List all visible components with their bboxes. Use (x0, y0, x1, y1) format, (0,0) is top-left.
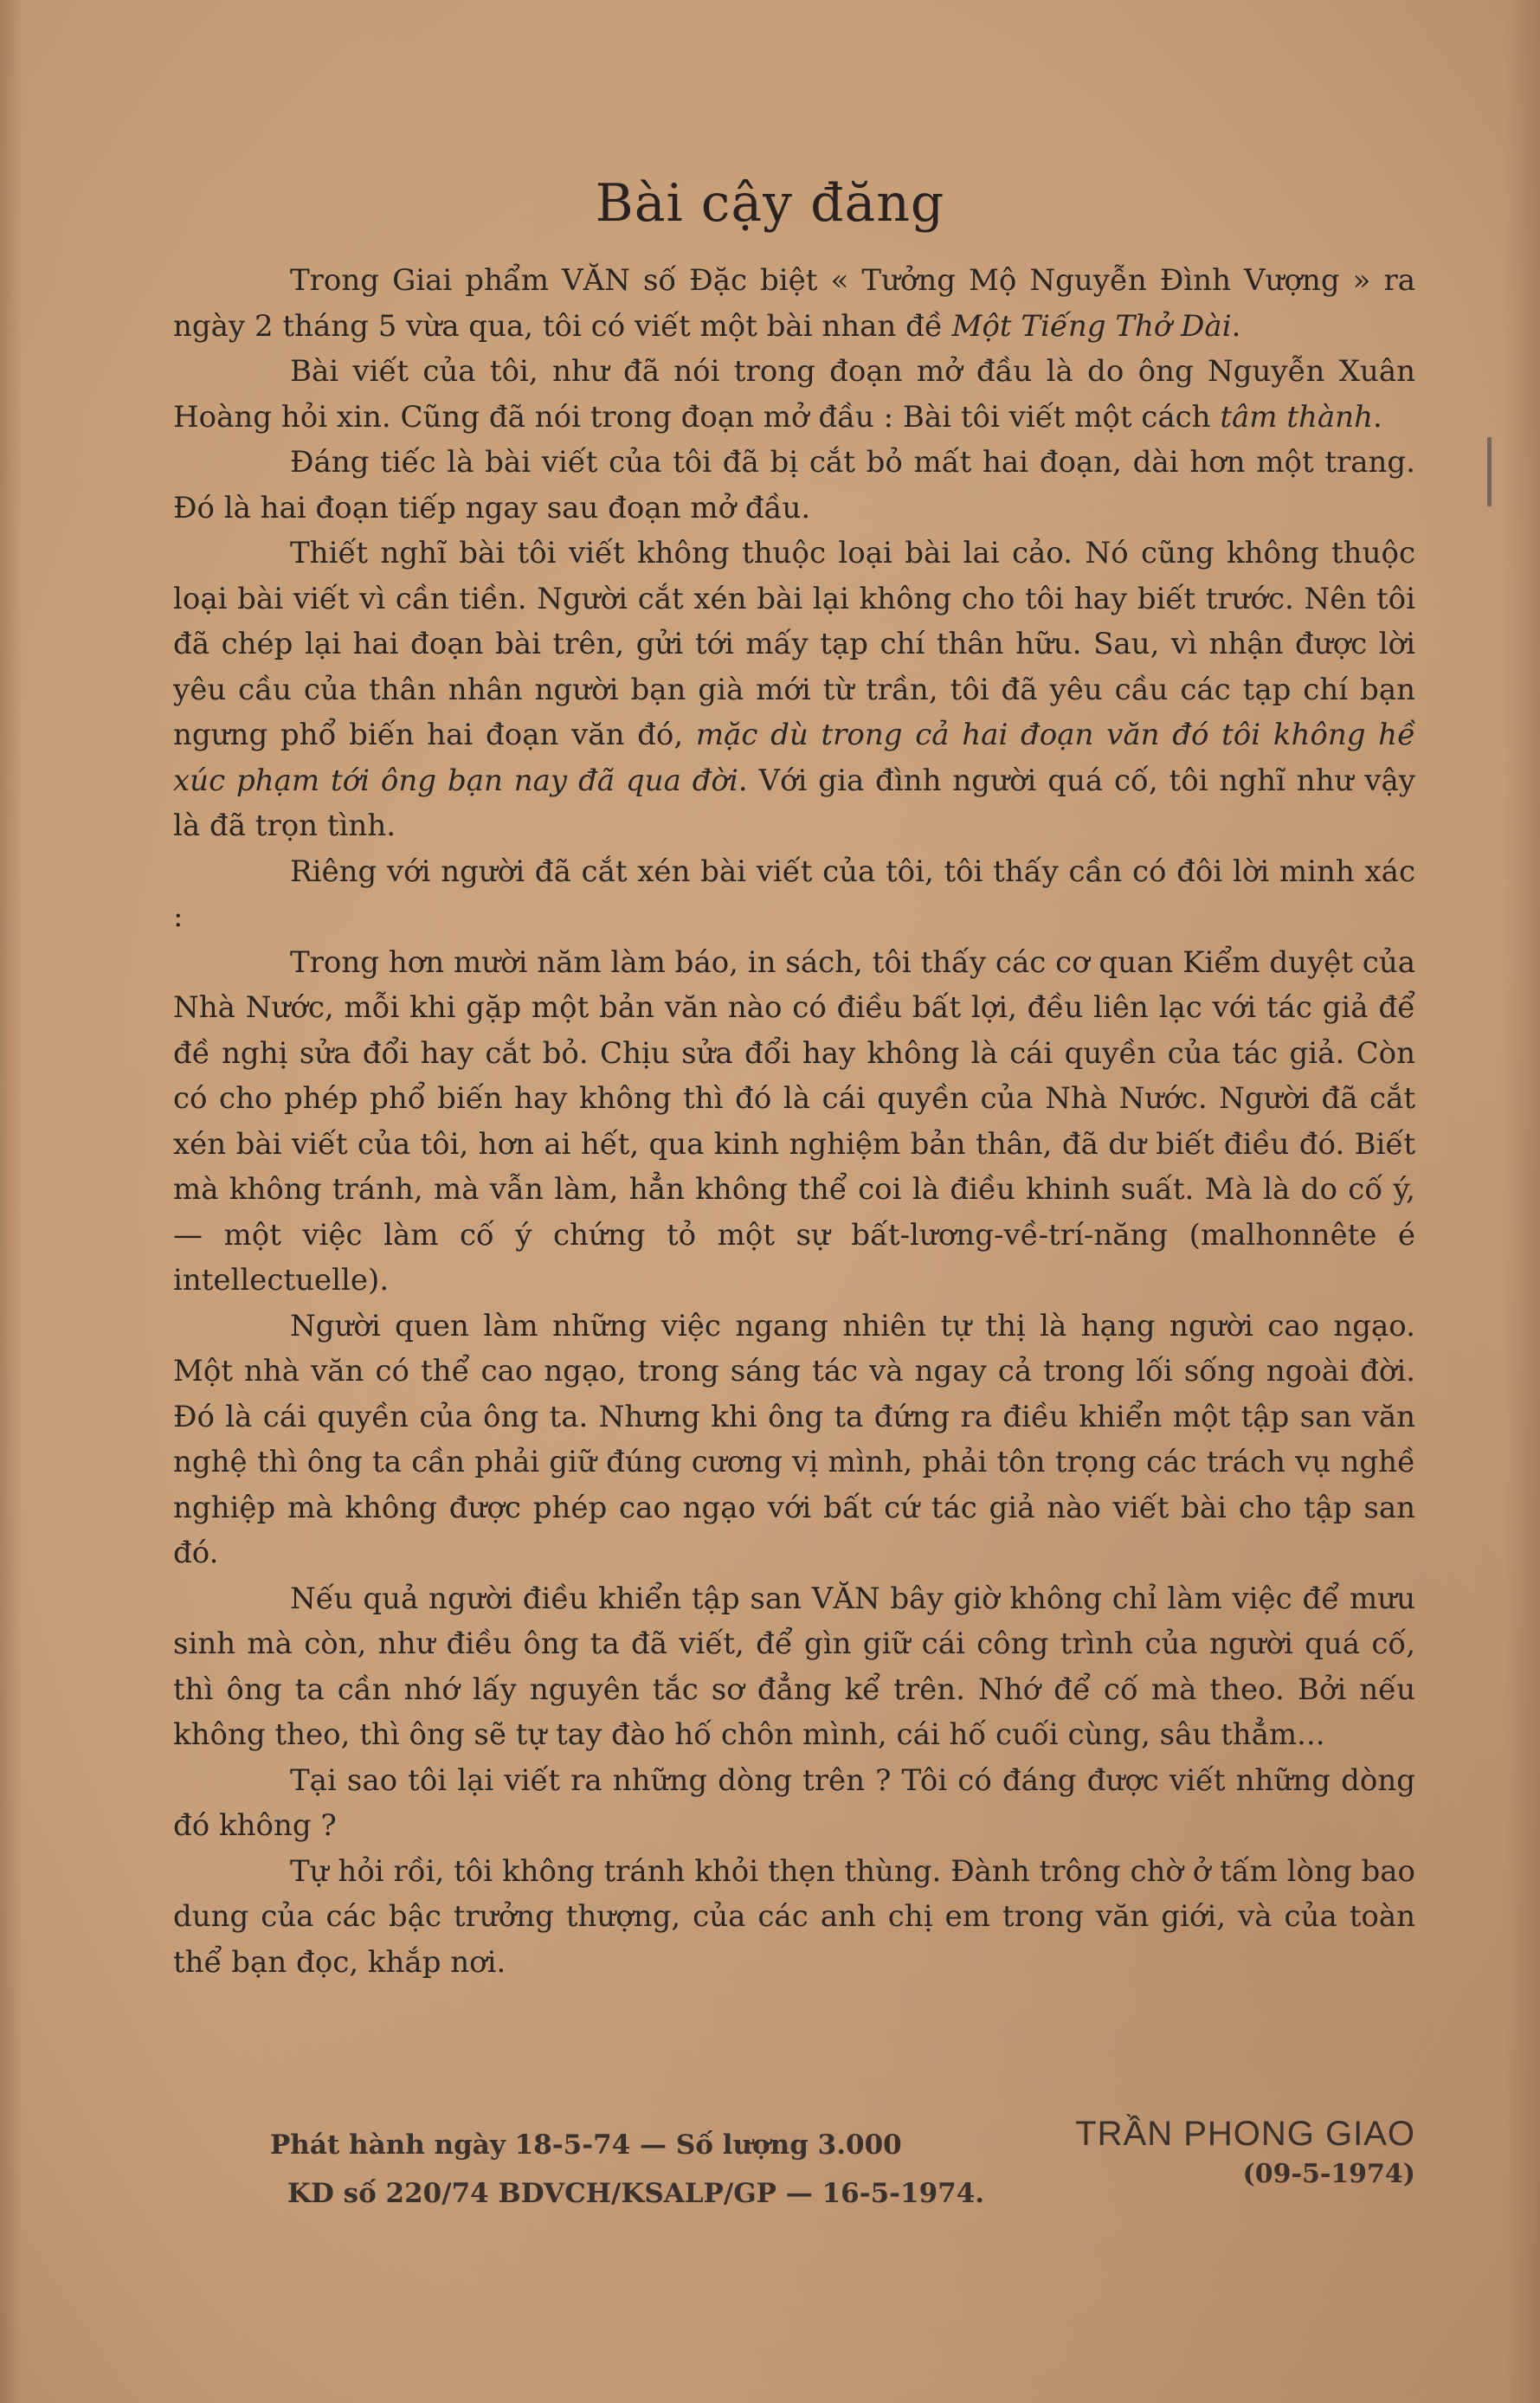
article-body (173, 258, 1415, 1985)
publication-info (270, 2121, 1015, 2218)
license-info: KD số 220/74 BDVCH/KSALP/GP — 16-5-1974. (287, 2178, 985, 2209)
paragraph-text: Trong Giai phẩm VĂN số Đặc biệt « Tưởng Mộ Nguyễn Đình Vượng » ra ngày 2 tháng 5 vừa qua, tôi có viết một bài nhan đề (173, 263, 1415, 344)
paragraph-text: . (1231, 308, 1241, 344)
paragraph-text: Riêng với người đã cắt xén bài viết của tôi, tôi thấy cần có đôi lời minh xác : (173, 854, 1415, 934)
signature-date: (09-5-1974) (1242, 2159, 1415, 2189)
italic-text: tâm thành (1220, 399, 1373, 435)
paragraph-text: Tại sao tôi lại viết ra những dòng trên ? Tôi có đáng được viết những dòng đó không ? (173, 1762, 1415, 1843)
paragraph (173, 1304, 1415, 1576)
paragraph (173, 531, 1415, 849)
paragraph-text: . Với gia đình người quá cố, tôi nghĩ như vậy là đã trọn tình. (173, 763, 1415, 843)
paragraph-text: Thiết nghĩ bài tôi viết không thuộc loại bài lai cảo. Nó cũng không thuộc loại bài viết vì cần tiền. Người cắt xén bài lại không cho tôi hay biết trước. Nên tôi đã chép lại hai đoạn bài trên, gửi tới mấy tạp chí thân hữu. Sau, vì nhận được lời yêu cầu của thân nhân người bạn già mới từ trần, tôi đã yêu cầu các tạp chí bạn ngưng phổ biến hai đoạn văn đó, (173, 536, 1415, 752)
paragraph-text: Nếu quả người điều khiển tập san VĂN bây giờ không chỉ làm việc để mưu sinh mà còn, như điều ông ta đã viết, để gìn giữ cái công trình của người quá cố, thì ông ta cần nhớ lấy nguyên tắc sơ đẳng kể trên. Nhớ để cố mà theo. Bởi nếu không theo, thì ông sẽ tự tay đào hố chôn mình, cái hố cuối cùng, sâu thẳm... (173, 1581, 1415, 1752)
signature-block (1043, 2115, 1415, 2189)
paragraph (173, 1758, 1415, 1849)
paragraph (173, 440, 1415, 531)
paragraph-text: Tự hỏi rồi, tôi không tránh khỏi thẹn thùng. Đành trông chờ ở tấm lòng bao dung của các bậc trưởng thượng, của các anh chị em trong văn giới, và của toàn thể bạn đọc, khắp nơi. (173, 1853, 1415, 1980)
article-title: Bài cậy đăng (595, 173, 945, 234)
release-info: Phát hành ngày 18-5-74 — Số lượng 3.000 (270, 2129, 902, 2161)
paragraph (173, 940, 1415, 1304)
author-name: TRẦN PHONG GIAO (1075, 2115, 1415, 2153)
paragraph-text: Trong hơn mười năm làm báo, in sách, tôi thấy các cơ quan Kiểm duyệt của Nhà Nước, mỗi khi gặp một bản văn nào có điều bất lợi, đều liên lạc với tác giả để đề nghị sửa đổi hay cắt bỏ. Chịu sửa đổi hay không là cái quyền của tác giả. Còn có cho phép phổ biến hay không thì đó là cái quyền của Nhà Nước. Người đã cắt xén bài viết của tôi, hơn ai hết, qua kinh nghiệm bản thân, đã dư biết điều đó. Biết mà không tránh, mà vẫn làm, hẳn không thể coi là điều khinh suất. Mà là do cố ý, — một việc làm cố ý chứng tỏ một sự bất-lương-về-trí-năng (malhonnête é intellectuelle). (173, 944, 1415, 1298)
paragraph-text: Người quen làm những việc ngang nhiên tự thị là hạng người cao ngạo. Một nhà văn có thể cao ngạo, trong sáng tác và ngay cả trong lối sống ngoài đời. Đó là cái quyền của ông ta. Nhưng khi ông ta đứng ra điều khiển một tập san văn nghệ thì ông ta cần phải giữ đúng cương vị mình, phải tôn trọng các trách vụ nghề nghiệp mà không được phép cao ngạo với bất cứ tác giả nào viết bài cho tập san đó. (173, 1308, 1415, 1570)
italic-text: Một Tiếng Thở Dài (951, 308, 1232, 344)
paragraph (173, 1576, 1415, 1758)
margin-mark (1487, 437, 1492, 506)
paragraph (173, 258, 1415, 349)
paragraph (173, 1849, 1415, 1986)
paragraph-text: Đáng tiếc là bài viết của tôi đã bị cắt bỏ mất hai đoạn, dài hơn một trang. Đó là hai đoạn tiếp ngay sau đoạn mở đầu. (173, 445, 1415, 525)
paragraph-text: . (1372, 399, 1382, 435)
italic-text: mặc dù trong cả hai đoạn văn đó tôi không hề xúc phạm tới ông bạn nay đã qua đời (173, 718, 1415, 798)
page-edge-shadow-right (1505, 0, 1540, 2403)
paragraph (173, 849, 1415, 940)
paragraph-text: Bài viết của tôi, như đã nói trong đoạn mở đầu là do ông Nguyễn Xuân Hoàng hỏi xin. Cũng đã nói trong đoạn mở đầu : Bài tôi viết một cách (173, 354, 1415, 435)
page-edge-shadow-left (0, 0, 23, 2403)
paragraph (173, 349, 1415, 440)
